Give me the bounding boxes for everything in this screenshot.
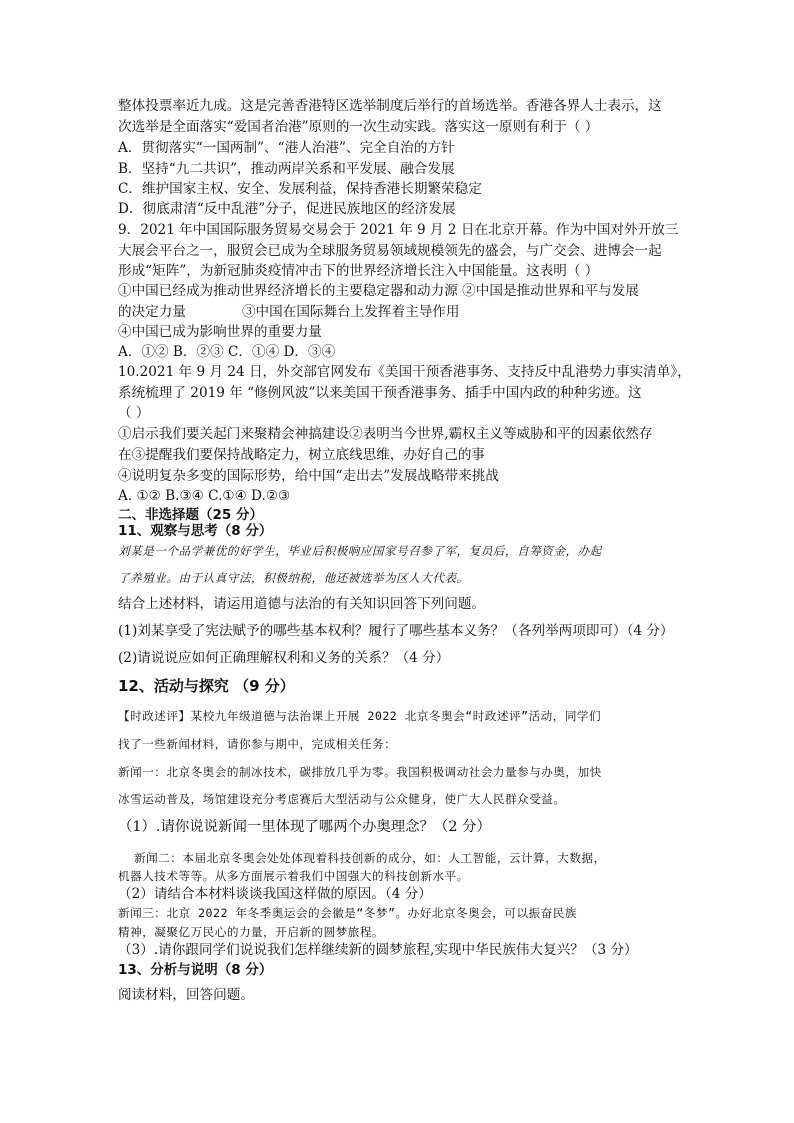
q11-material-line1: 刘某是一个品学兼优的好学生，毕业后积极响应国家号召参了军，复员后，自筹资金，办起 <box>118 544 602 558</box>
q8-option-c: C．维护国家主权、安全、发展利益，保持香港长期繁荣稳定 <box>118 181 482 197</box>
q8-option-d: D．彻底肃清“反中乱港”分子，促进民族地区的经济发展 <box>118 201 456 217</box>
q13-title: 13、分析与说明（8 分） <box>118 962 273 978</box>
q9-stem-line2: 大展会平台之一，服贸会已成为全球服务贸易领域规模领先的盛会，与广交会、进博会一起 <box>118 243 662 259</box>
q9-options: A．①② B．②③ C．①④ D．③④ <box>118 344 336 360</box>
section-title: 二、非选择题（25 分） <box>118 507 263 523</box>
q9-item-line2: 的决定力量 ③中国在国际舞台上发挥着主导作用 <box>118 304 460 320</box>
q12-news3-line2: 精神，凝聚亿万民心的力量，开启新的圆梦旅程。 <box>118 925 385 939</box>
q12-sub2: （2）请结合本材料谈谈我国这样做的原因。（4 分） <box>118 886 432 902</box>
q10-stem-line2: 系统梳理了 2019 年 “修例风波”以来美国干预香港事务、插手中国内政的种种劣迹。这 <box>118 385 642 401</box>
q8-option-a: A．贯彻落实“一国两制”、“港人治港”、完全自治的方针 <box>118 140 455 156</box>
q12-news1-line2: 冰雪运动普及，场馆建设充分考虑赛后大型活动与公众健身，使广大人民群众受益。 <box>118 792 566 806</box>
q10-options: A. ①② B.③④ C.①④ D.②③ <box>118 488 291 504</box>
q8-stem-line1: 整体投票率近九成。这是完善香港特区选举制度后举行的首场选举。香港各界人士表示，这 <box>118 98 662 114</box>
q12-intro-line1: 【时政述评】某校九年级道德与法治课上开展 2022 北京冬奥会“时政述评”活动，同学们 <box>118 709 602 723</box>
q10-stem-line1: 10.2021 年 9 月 24 日，外交部官网发布《美国干预香港事务、支持反中乱港势力事实清单》， <box>118 364 691 380</box>
q11-sub2: (2)请说说应如何正确理解权利和义务的关系？（4 分） <box>118 650 450 666</box>
q9-stem-line1: 9．2021 年中国国际服务贸易交易会于 2021 年 9 月 2 日在北京开幕。作为中国对外开放三 <box>118 222 679 238</box>
q12-title: 12、活动与探究 （9 分） <box>118 677 295 695</box>
q11-instruction: 结合上述材料，请运用道德与法治的有关知识回答下列问题。 <box>118 596 486 612</box>
q12-news2-line2: 机器人技术等等。从多方面展示着我们中国强大的科技创新水平。 <box>118 869 469 883</box>
q10-item-line1: ①启示我们要关起门来聚精会神搞建设②表明当今世界,霸权主义等威胁和平的因素依然存 <box>118 426 653 442</box>
q11-material-line2: 了养殖业。由于认真守法，积极纳税，他还被选举为区人大代表。 <box>118 571 469 585</box>
q12-news1-line1: 新闻一：北京冬奥会的制冰技术，碳排放几乎为零。我国积极调动社会力量参与办奥，加快 <box>118 765 602 779</box>
q8-option-b: B．坚持“九二共识”，推动两岸关系和平发展、融合发展 <box>118 161 455 177</box>
q10-item-line2: 在③提醒我们要保持战略定力，树立底线思维，办好自己的事 <box>118 447 486 463</box>
q10-answer-blank: （ ） <box>118 405 150 421</box>
q12-sub3: （3）.请你跟同学们说说我们怎样继续新的圆梦旅程,实现中华民族伟大复兴？（3 分） <box>118 942 638 958</box>
q12-intro-line2: 找了一些新闻材料，请你参与期中，完成相关任务： <box>118 737 397 751</box>
q10-item-line3: ④说明复杂多变的国际形势，给中国“走出去”发展战略带来挑战 <box>118 468 499 484</box>
q11-sub1: (1)刘某享受了宪法赋予的哪些基本权利？履行了哪些基本义务？（各列举两项即可）（4 分） <box>118 623 674 639</box>
q8-stem-line2: 次选举是全面落实“爱国者治港”原则的一次生动实践。落实这一原则有利于（ ） <box>118 119 599 135</box>
q9-item-line1: ①中国已经成为推动世界经济增长的主要稳定器和动力源 ②中国是推动世界和平与发展 <box>118 283 639 299</box>
q12-sub1: （1）.请你说说新闻一里体现了哪两个办奥理念？（2 分） <box>118 819 491 835</box>
q12-news3-line1: 新闻三：北京 2022 年冬季奥运会的会徽是“冬梦”。办好北京冬奥会，可以振奋民族 <box>118 906 577 920</box>
q13-instruction: 阅读材料，回答问题。 <box>118 987 254 1003</box>
q9-item-line3: ④中国已成为影响世界的重要力量 <box>118 324 322 340</box>
q12-news2-line1: 新闻二：本届北京冬奥会处处体现着科技创新的成分，如：人工智能，云计算，大数据， <box>134 851 606 865</box>
q9-stem-line3: 形成“矩阵”，为新冠肺炎疫情冲击下的世界经济增长注入中国能量。这表明（ ） <box>118 263 599 279</box>
q11-title: 11、观察与思考（8 分） <box>118 523 273 539</box>
